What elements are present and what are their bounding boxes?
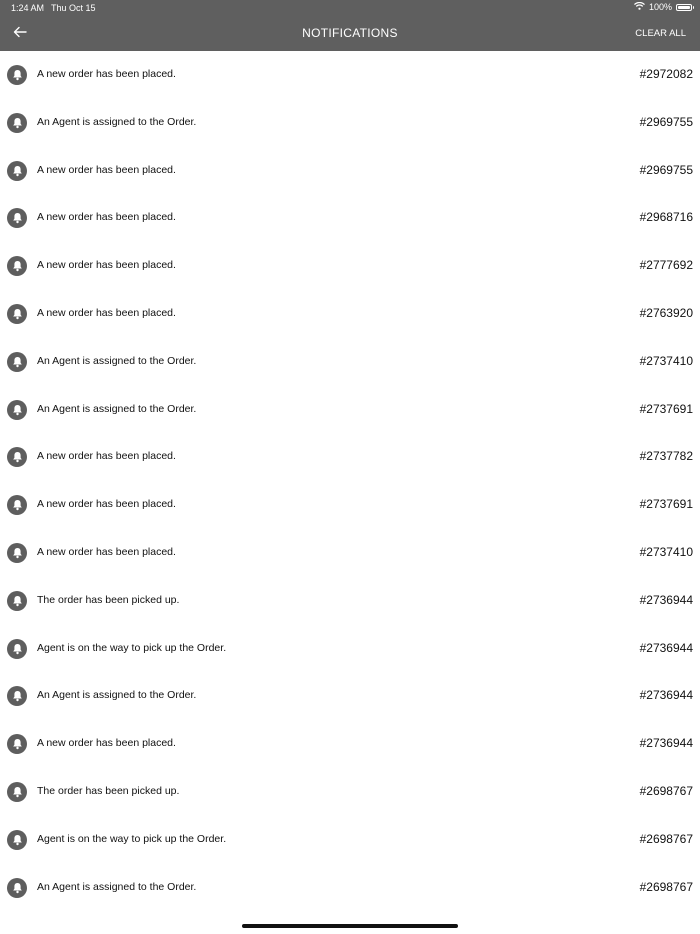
notification-message: An Agent is assigned to the Order. (37, 115, 197, 128)
notification-message: A new order has been placed. (37, 498, 176, 511)
notification-list (0, 51, 700, 911)
order-id: #2969755 (639, 162, 693, 177)
notification-message: An Agent is assigned to the Order. (37, 402, 197, 415)
notification-message: An Agent is assigned to the Order. (37, 354, 197, 367)
notification-message: An Agent is assigned to the Order. (37, 880, 197, 893)
order-id: #2763920 (639, 305, 693, 320)
notification-item[interactable] (0, 625, 700, 673)
bell-icon (7, 782, 27, 802)
notification-item[interactable] (0, 864, 700, 912)
battery-icon (676, 4, 692, 11)
bell-icon (7, 878, 27, 898)
notification-item[interactable] (0, 386, 700, 434)
notification-item[interactable] (0, 99, 700, 147)
notification-message: A new order has been placed. (37, 450, 176, 463)
order-id: #2698767 (639, 783, 693, 798)
order-id: #2972082 (639, 67, 693, 81)
battery-percent: 100% (648, 2, 672, 12)
bell-icon (7, 591, 27, 611)
bell-icon (7, 161, 27, 181)
notification-item[interactable] (0, 290, 700, 338)
notification-item[interactable] (0, 433, 700, 481)
order-id: #2736944 (639, 736, 693, 751)
order-id: #2736944 (639, 640, 693, 655)
notification-message: A new order has been placed. (37, 211, 176, 224)
notification-message: An Agent is assigned to the Order. (37, 689, 197, 702)
status-indicators (634, 2, 692, 12)
notification-item[interactable] (0, 51, 700, 99)
bell-icon (7, 352, 27, 372)
notification-item[interactable] (0, 768, 700, 816)
bell-icon (7, 686, 27, 706)
notification-item[interactable] (0, 816, 700, 864)
status-date: Thu Oct 15 (51, 3, 96, 13)
order-id: #2737691 (639, 401, 693, 416)
status-bar (0, 0, 700, 16)
notification-item[interactable] (0, 720, 700, 768)
bell-icon (7, 830, 27, 850)
notification-item[interactable] (0, 481, 700, 529)
clear-all-button[interactable]: CLEAR ALL (635, 28, 686, 39)
notification-item[interactable] (0, 672, 700, 720)
notification-item[interactable] (0, 194, 700, 242)
order-id: #2737410 (639, 544, 693, 559)
order-id: #2968716 (639, 210, 693, 225)
notification-message: A new order has been placed. (37, 163, 176, 176)
battery-level (678, 6, 690, 9)
status-time: 1:24 AM (11, 3, 45, 13)
wifi-icon (634, 2, 645, 12)
notification-message: The order has been picked up. (37, 593, 180, 606)
order-id: #2969755 (639, 114, 693, 129)
bell-icon (7, 639, 27, 659)
order-id: #2737691 (639, 497, 693, 512)
bell-icon (7, 256, 27, 276)
notification-message: A new order has been placed. (37, 306, 176, 319)
navigation-bar (0, 16, 700, 51)
notification-message: A new order has been placed. (37, 259, 176, 272)
notification-message: A new order has been placed. (37, 737, 176, 750)
order-id: #2777692 (639, 258, 693, 273)
bell-icon (7, 304, 27, 324)
notification-item[interactable] (0, 577, 700, 625)
bell-icon (7, 208, 27, 228)
bell-icon (7, 543, 27, 563)
notification-item[interactable] (0, 338, 700, 386)
home-indicator[interactable] (242, 924, 458, 928)
order-id: #2736944 (639, 592, 693, 607)
notification-message: A new order has been placed. (37, 545, 176, 558)
order-id: #2698767 (639, 879, 693, 894)
bell-icon (7, 447, 27, 467)
order-id: #2698767 (639, 831, 693, 846)
bell-icon (7, 495, 27, 515)
bell-icon (7, 65, 27, 85)
notification-item[interactable] (0, 242, 700, 290)
notification-item[interactable] (0, 529, 700, 577)
notification-message: The order has been picked up. (37, 784, 180, 797)
bell-icon (7, 113, 27, 133)
notification-message: Agent is on the way to pick up the Order. (37, 641, 227, 654)
order-id: #2736944 (639, 688, 693, 703)
notification-item[interactable] (0, 147, 700, 195)
order-id: #2737782 (639, 449, 693, 464)
notification-message: Agent is on the way to pick up the Order. (37, 832, 227, 845)
order-id: #2737410 (639, 353, 693, 368)
page-title: NOTIFICATIONS (302, 26, 398, 40)
bell-icon (7, 734, 27, 754)
notification-message: A new order has been placed. (37, 68, 176, 80)
bell-icon (7, 400, 27, 420)
